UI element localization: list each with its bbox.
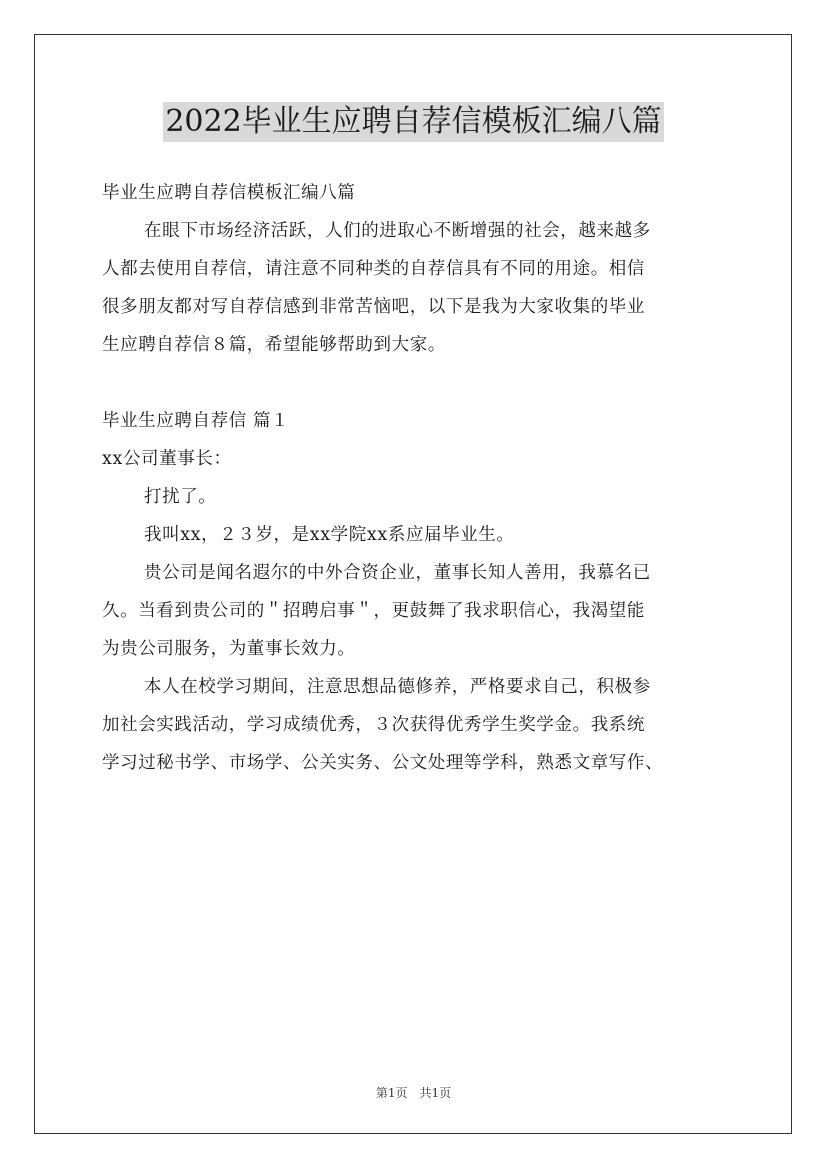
- page-number: 第1页 共1页: [375, 1086, 452, 1100]
- text-line: 贵公司是闻名遐尔的中外合资企业，董事长知人善用，我慕名已: [144, 563, 651, 583]
- text-line: 为贵公司服务，为董事长效力。: [102, 639, 356, 659]
- document-body: [102, 174, 728, 782]
- text-line: xx公司董事长：: [102, 449, 232, 469]
- text-line: 生应聘自荐信８篇，希望能够帮助到大家。: [102, 335, 446, 355]
- text-line: 在眼下市场经济活跃，人们的进取心不断增强的社会，越来越多: [144, 221, 651, 241]
- text-line: 很多朋友都对写自荐信感到非常苦恼吧，以下是我为大家收集的毕业: [102, 297, 645, 317]
- document-title: 2022毕业生应聘自荐信模板汇编八篇: [163, 102, 663, 142]
- paragraph-gap: [102, 364, 728, 402]
- text-line: 毕业生应聘自荐信 篇１: [102, 411, 290, 431]
- title-container: [0, 102, 827, 142]
- text-line: 毕业生应聘自荐信模板汇编八篇: [102, 183, 356, 203]
- text-line: 加社会实践活动，学习成绩优秀，３次获得优秀学生奖学金。我系统: [102, 715, 645, 735]
- text-line: 我叫xx，２３岁，是xx学院xx系应届毕业生。: [144, 525, 515, 545]
- text-line: 本人在校学习期间，注意思想品德修养，严格要求自己，积极参: [144, 677, 651, 697]
- text-line: 打扰了。: [144, 487, 217, 507]
- text-line: 学习过秘书学、市场学、公关实务、公文处理等学科，熟悉文章写作、: [102, 753, 664, 773]
- text-line: 久。当看到贵公司的＂招聘启事＂，更鼓舞了我求职信心，我渴望能: [102, 601, 645, 621]
- text-line: 人都去使用自荐信，请注意不同种类的自荐信具有不同的用途。相信: [102, 259, 645, 279]
